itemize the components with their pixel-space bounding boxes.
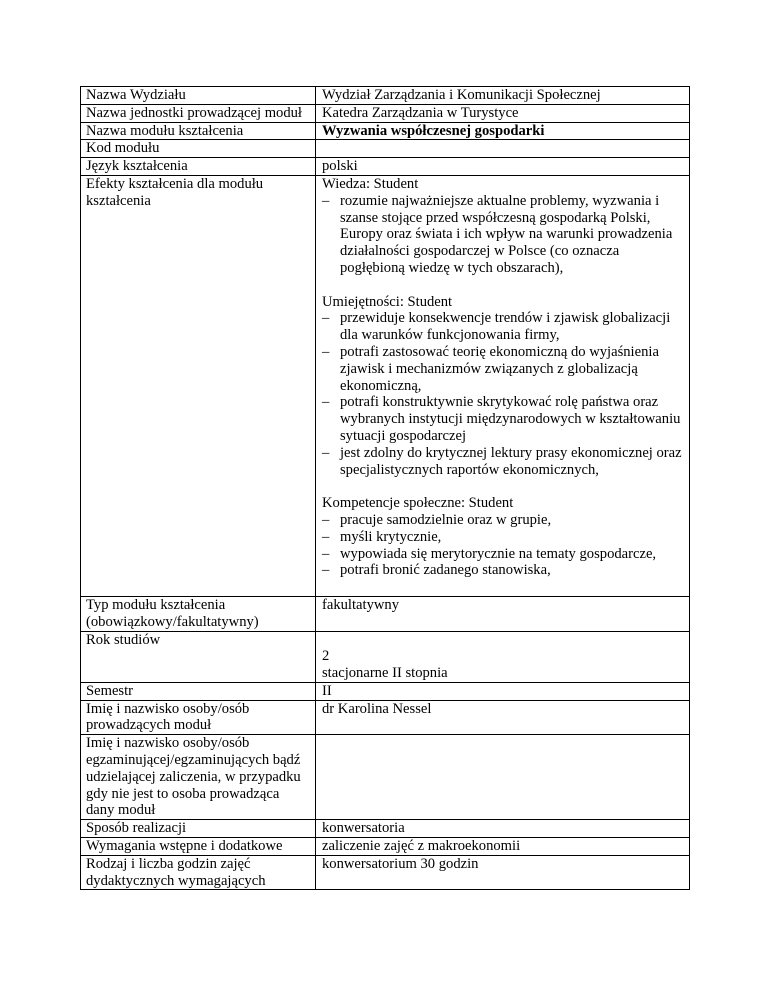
row-value-semestr: II bbox=[316, 682, 690, 700]
spacer bbox=[322, 277, 685, 294]
row-value-kod bbox=[316, 140, 690, 158]
row-value-jezyk: polski bbox=[316, 158, 690, 176]
list-item: – wypowiada się merytorycznie na tematy gospodarcze, bbox=[322, 546, 685, 563]
row-value-wymagania: zaliczenie zajęć z makroekonomii bbox=[316, 838, 690, 856]
table-row bbox=[81, 735, 690, 820]
table-row bbox=[81, 122, 690, 140]
list-item: – potrafi konstruktywnie skrytykować rolę państwa oraz wybranych instytucji międzynarodowych w kształtowaniu sytuacji gospodarczej bbox=[322, 394, 685, 444]
row-value-sposob: konwersatoria bbox=[316, 820, 690, 838]
table-row bbox=[81, 87, 690, 105]
row-value-efekty bbox=[316, 175, 690, 596]
row-value-modul: Wyzwania współczesnej gospodarki bbox=[316, 122, 690, 140]
table-row bbox=[81, 158, 690, 176]
row-value-rok bbox=[316, 631, 690, 682]
wiedza-heading: Wiedza: Student bbox=[322, 175, 419, 192]
module-info-table bbox=[80, 86, 690, 890]
row-label-typ: Typ modułu kształcenia (obowiązkowy/fakultatywny) bbox=[81, 596, 316, 631]
row-label-modul: Nazwa modułu kształcenia bbox=[81, 122, 316, 140]
spacer bbox=[322, 478, 685, 495]
row-label-rodzaj: Rodzaj i liczba godzin zajęć dydaktycznych wymagających bbox=[81, 855, 316, 890]
table-row bbox=[81, 838, 690, 856]
list-item: – pracuje samodzielnie oraz w grupie, bbox=[322, 512, 685, 529]
table-row bbox=[81, 104, 690, 122]
row-label-semestr: Semestr bbox=[81, 682, 316, 700]
row-label-egzaminujacy: Imię i nazwisko osoby/osób egzaminującej/egzaminujących bądź udzielającej zaliczenia, w przypadku gdy nie jest to osoba prowadząca dany moduł bbox=[81, 735, 316, 820]
row-value-rodzaj: konwersatorium 30 godzin bbox=[316, 855, 690, 890]
row-label-sposob: Sposób realizacji bbox=[81, 820, 316, 838]
row-value-wydzial: Wydział Zarządzania i Komunikacji Społecznej bbox=[316, 87, 690, 105]
umiejetnosci-heading: Umiejętności: Student bbox=[322, 293, 453, 310]
row-label-efekty: Efekty kształcenia dla modułu kształcenia bbox=[81, 175, 316, 596]
row-value-typ: fakultatywny bbox=[316, 596, 690, 631]
table-row bbox=[81, 140, 690, 158]
list-item: – przewiduje konsekwencje trendów i zjawisk globalizacji dla warunków funkcjonowania firmy, bbox=[322, 310, 685, 344]
row-value-jednostka: Katedra Zarządzania w Turystyce bbox=[316, 104, 690, 122]
spacer bbox=[322, 579, 685, 596]
rok-value: 2 bbox=[322, 648, 330, 665]
row-label-wydzial: Nazwa Wydziału bbox=[81, 87, 316, 105]
row-value-prowadzacy: dr Karolina Nessel bbox=[316, 700, 690, 735]
table-row bbox=[81, 820, 690, 838]
spacer bbox=[322, 632, 685, 649]
table-row bbox=[81, 700, 690, 735]
table-row bbox=[81, 596, 690, 631]
kompetencje-list bbox=[322, 512, 685, 579]
row-label-kod: Kod modułu bbox=[81, 140, 316, 158]
table-row bbox=[81, 631, 690, 682]
row-label-jednostka: Nazwa jednostki prowadzącej moduł bbox=[81, 104, 316, 122]
table-row bbox=[81, 855, 690, 890]
list-item: – myśli krytycznie, bbox=[322, 529, 685, 546]
list-item: – jest zdolny do krytycznej lektury prasy ekonomicznej oraz specjalistycznych raportów ekonomicznych, bbox=[322, 445, 685, 479]
table-row bbox=[81, 175, 690, 596]
umiejetnosci-list bbox=[322, 310, 685, 478]
list-item: – potrafi zastosować teorię ekonomiczną do wyjaśnienia zjawisk i mechanizmów związanych z globalizacją ekonomiczną, bbox=[322, 344, 685, 394]
row-label-jezyk: Język kształcenia bbox=[81, 158, 316, 176]
rok-tryb: stacjonarne II stopnia bbox=[322, 665, 448, 682]
list-item: – rozumie najważniejsze aktualne problemy, wyzwania i szanse stojące przed współczesną gospodarką Polski, Europy oraz świata i ich wpływ na warunki prowadzenia działalności gospodarczej w Polsce (co oznacza pogłębioną wiedzę w tych obszarach), bbox=[322, 193, 685, 277]
row-value-egzaminujacy bbox=[316, 735, 690, 820]
kompetencje-heading: Kompetencje społeczne: Student bbox=[322, 495, 514, 512]
row-label-wymagania: Wymagania wstępne i dodatkowe bbox=[81, 838, 316, 856]
document-page bbox=[80, 86, 689, 890]
table-row bbox=[81, 682, 690, 700]
wiedza-list bbox=[322, 193, 685, 277]
list-item: – potrafi bronić zadanego stanowiska, bbox=[322, 562, 685, 579]
row-label-rok: Rok studiów bbox=[81, 631, 316, 682]
row-label-prowadzacy: Imię i nazwisko osoby/osób prowadzących moduł bbox=[81, 700, 316, 735]
